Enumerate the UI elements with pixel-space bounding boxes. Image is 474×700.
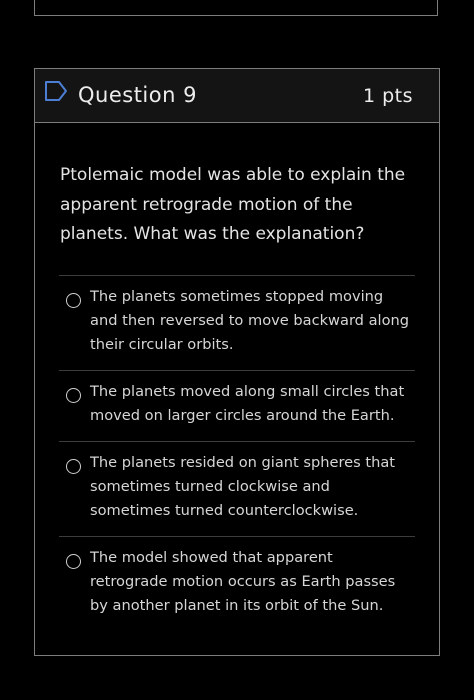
radio-button[interactable] xyxy=(66,554,81,569)
answer-option-4[interactable] xyxy=(59,536,415,631)
answer-label: The model showed that apparent retrograde motion occurs as Earth passes by another planet in its orbit of the Sun. xyxy=(90,549,396,614)
radio-button[interactable] xyxy=(66,388,81,403)
answer-label: The planets resided on giant spheres that sometimes turned clockwise and sometimes turned counterclockwise. xyxy=(90,454,396,519)
answer-list xyxy=(59,275,415,631)
radio-button[interactable] xyxy=(66,459,81,474)
question-title: Question 9 xyxy=(78,83,197,107)
radio-button[interactable] xyxy=(66,293,81,308)
previous-question-card xyxy=(34,0,438,16)
answer-option-2[interactable] xyxy=(59,370,415,441)
question-header xyxy=(35,69,439,123)
answer-option-1[interactable] xyxy=(59,275,415,370)
question-points: 1 pts xyxy=(362,85,413,107)
answer-label: The planets moved along small circles that moved on larger circles around the Earth. xyxy=(90,383,405,424)
answer-label: The planets sometimes stopped moving and then reversed to move backward along their circular orbits. xyxy=(90,288,410,353)
answer-option-3[interactable] xyxy=(59,441,415,536)
question-card xyxy=(34,68,440,656)
question-text: Ptolemaic model was able to explain the apparent retrograde motion of the planets. What was the explanation? xyxy=(60,165,406,244)
flag-icon[interactable] xyxy=(44,80,68,102)
